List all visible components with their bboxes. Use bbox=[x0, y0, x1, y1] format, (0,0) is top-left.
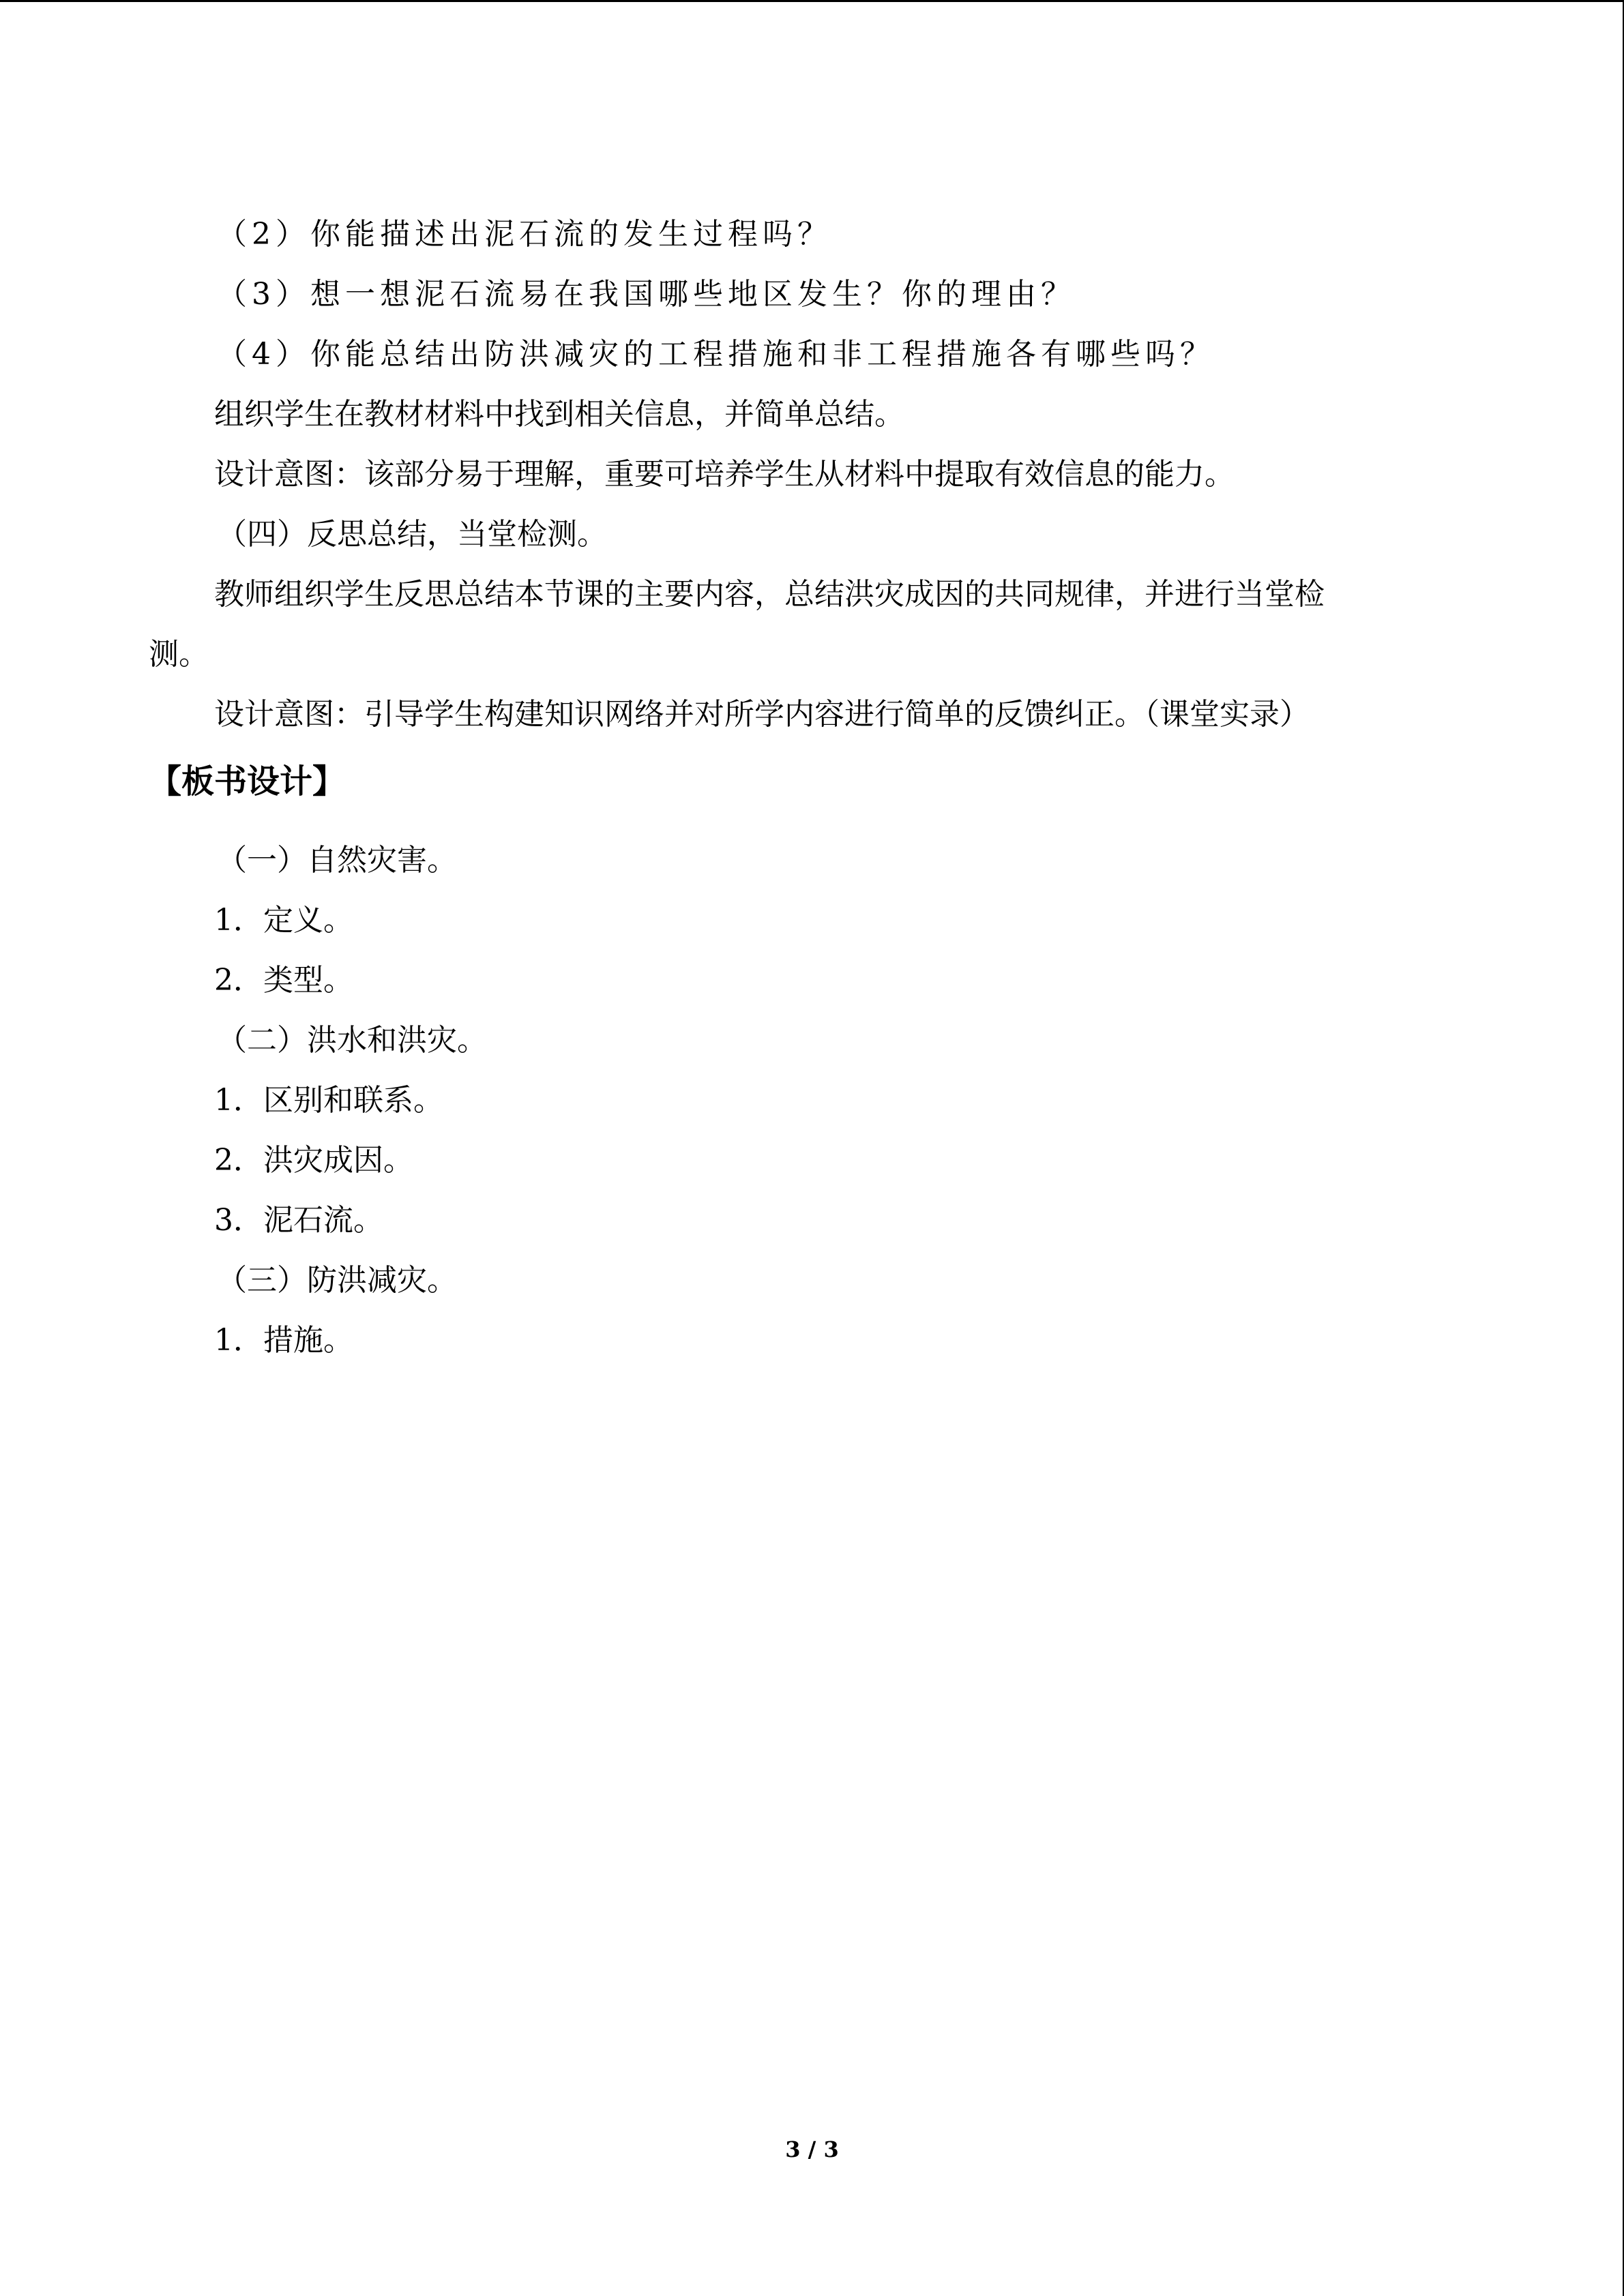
question-2: （2）你能描述出泥石流的发生过程吗？ bbox=[217, 217, 832, 252]
board-item-types: 2．类型。 bbox=[214, 963, 353, 998]
step-4-heading: （四）反思总结，当堂检测。 bbox=[217, 517, 607, 552]
question-4: （4）你能总结出防洪减灾的工程措施和非工程措施各有哪些吗？ bbox=[217, 337, 1215, 372]
page-number: 3 / 3 bbox=[785, 2136, 839, 2162]
board-item-flood-causes: 2．洪灾成因。 bbox=[214, 1143, 413, 1178]
board-item-difference: 1．区别和联系。 bbox=[214, 1083, 443, 1118]
board-item-debris-flow: 3．泥石流。 bbox=[214, 1203, 383, 1238]
design-intent-2: 设计意图：引导学生构建知识网络并对所学内容进行简单的反馈纠正。（课堂实录） bbox=[214, 697, 1310, 732]
board-item-floods: （二）洪水和洪灾。 bbox=[217, 1023, 487, 1058]
design-intent-1: 设计意图：该部分易于理解，重要可培养学生从材料中提取有效信息的能力。 bbox=[214, 457, 1235, 492]
teacher-paragraph-line-1: 教师组织学生反思总结本节课的主要内容，总结洪灾成因的共同规律，并进行当堂检 bbox=[214, 577, 1325, 612]
board-item-flood-prevention: （三）防洪减灾。 bbox=[217, 1263, 457, 1298]
board-item-definition: 1．定义。 bbox=[214, 903, 353, 938]
board-item-natural-disasters: （一）自然灾害。 bbox=[217, 843, 457, 878]
question-3: （3）想一想泥石流易在我国哪些地区发生？你的理由？ bbox=[217, 277, 1076, 312]
board-item-measures: 1．措施。 bbox=[214, 1323, 353, 1358]
board-design-heading: 【板书设计】 bbox=[149, 762, 346, 801]
top-border-line bbox=[0, 0, 1624, 2]
teacher-paragraph-line-2: 测。 bbox=[149, 637, 209, 672]
organize-paragraph: 组织学生在教材材料中找到相关信息，并简单总结。 bbox=[214, 397, 904, 432]
